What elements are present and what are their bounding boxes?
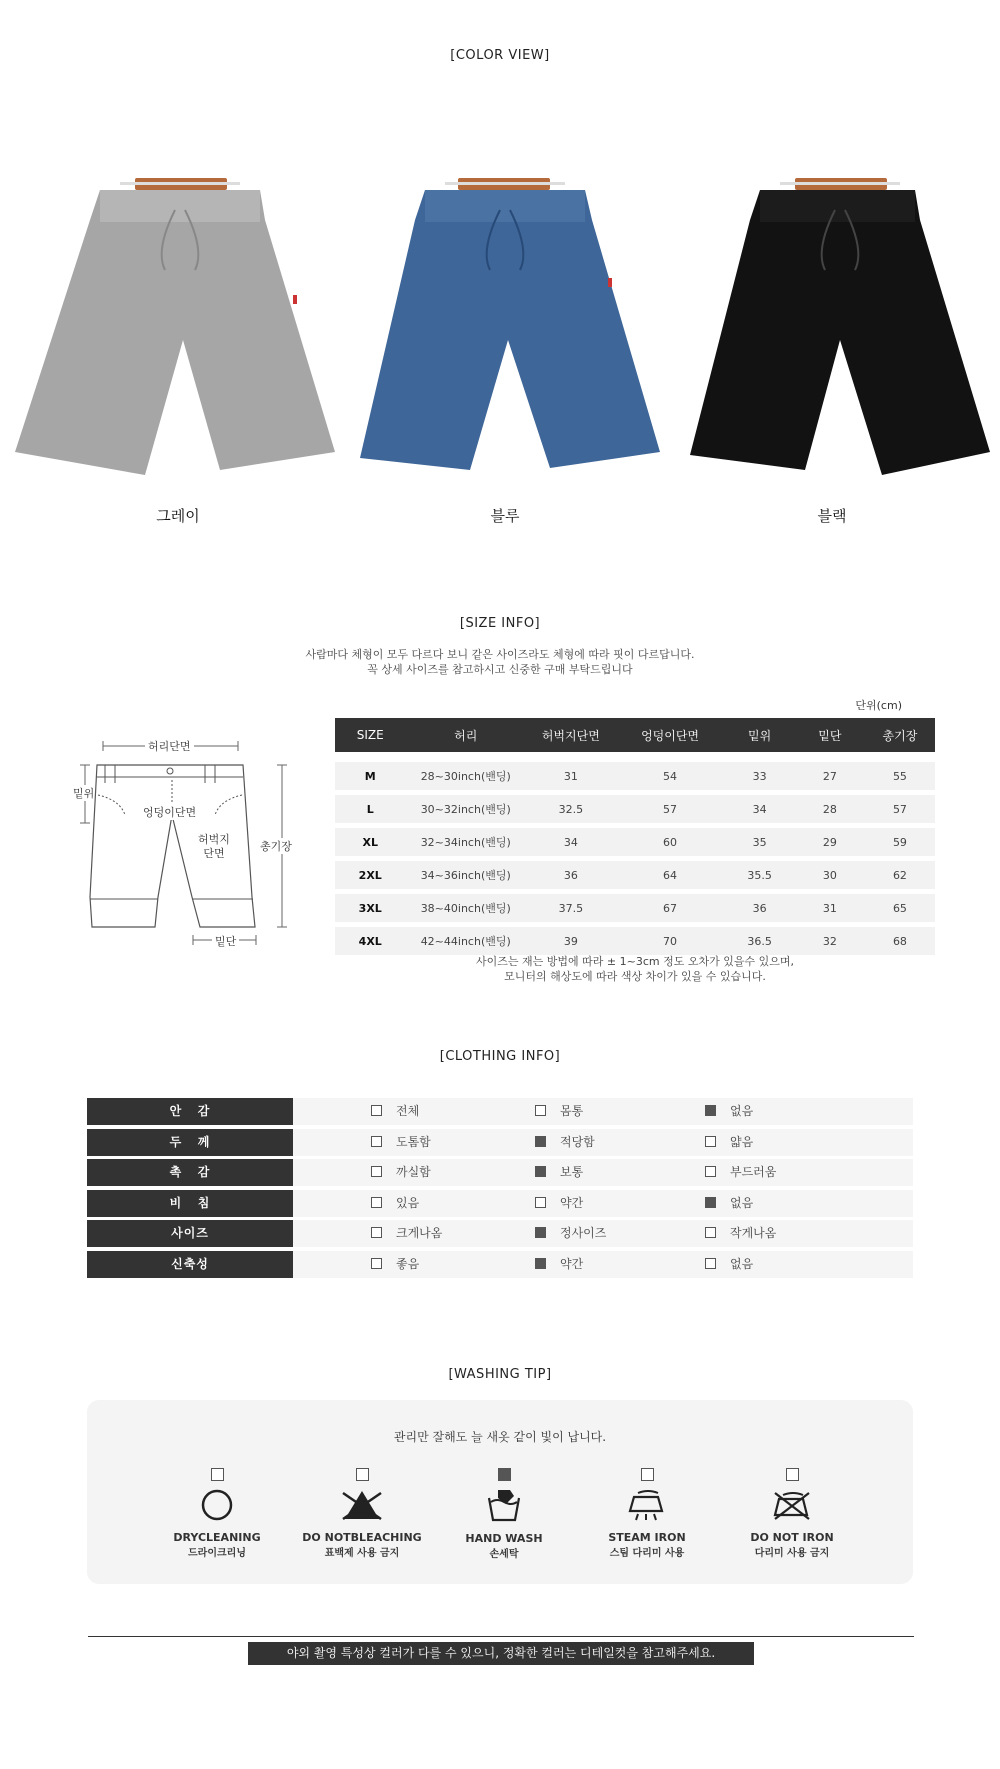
size-header-cell: 엉덩이단면 bbox=[616, 718, 725, 752]
option-label: 약간 bbox=[560, 1256, 584, 1271]
clothing-info-option bbox=[371, 1129, 431, 1156]
no-iron-icon bbox=[771, 1487, 813, 1523]
size-info-title: [SIZE INFO] bbox=[459, 616, 541, 631]
size-table-row bbox=[335, 894, 935, 927]
wash-checkbox bbox=[786, 1468, 799, 1481]
size-table-row bbox=[335, 861, 935, 894]
size-cell: 70 bbox=[616, 927, 725, 960]
color-label-gray: 그레이 bbox=[156, 507, 200, 525]
clothing-info-row bbox=[87, 1251, 913, 1278]
color-view-title: [COLOR VIEW] bbox=[450, 48, 550, 63]
clothing-info-label: 안 감 bbox=[87, 1098, 293, 1125]
size-cell-size: 3XL bbox=[335, 894, 406, 927]
size-cell: 54 bbox=[616, 762, 725, 795]
color-notice-banner: 야외 촬영 특성상 컬러가 다를 수 있으니, 정확한 컬러는 디테일컷을 참고해주세요. bbox=[248, 1642, 754, 1665]
clothing-info-row bbox=[87, 1220, 913, 1247]
wash-label-en: HAND WASH bbox=[465, 1532, 543, 1545]
checkbox-unchecked bbox=[705, 1136, 716, 1147]
size-cell: 34~36inch(밴딩) bbox=[406, 861, 526, 894]
wash-label-en: STEAM IRON bbox=[608, 1531, 686, 1544]
size-cell: 42~44inch(밴딩) bbox=[406, 927, 526, 960]
checkbox-unchecked bbox=[535, 1105, 546, 1116]
blue-shorts-shape bbox=[360, 190, 660, 470]
size-cell: 68 bbox=[865, 927, 935, 960]
clothing-info-title: [CLOTHING INFO] bbox=[439, 1049, 561, 1064]
diagram-label-rise: 밑위 bbox=[73, 787, 95, 800]
wash-label-ko: 스팀 다리미 사용 bbox=[609, 1548, 685, 1559]
option-label: 없음 bbox=[730, 1104, 754, 1118]
size-cell: 65 bbox=[865, 894, 935, 927]
washing-tip-panel bbox=[87, 1400, 913, 1584]
clothing-info-option bbox=[705, 1098, 753, 1125]
size-table-row bbox=[335, 795, 935, 828]
clothing-info-option bbox=[705, 1190, 753, 1217]
size-cell: 55 bbox=[865, 762, 935, 795]
clothing-info-row bbox=[87, 1129, 913, 1156]
size-foot-line1: 사이즈는 재는 방법에 따라 ± 1~3cm 정도 오차가 있을수 있으며, bbox=[476, 955, 794, 968]
clothing-info-label: 신축성 bbox=[87, 1251, 293, 1278]
option-label: 적당함 bbox=[560, 1134, 595, 1149]
wash-item-hand-wash bbox=[434, 1468, 574, 1560]
diagram-label-hem: 밑단 bbox=[212, 933, 239, 949]
option-label: 있음 bbox=[396, 1195, 420, 1210]
checkbox-unchecked bbox=[371, 1258, 382, 1269]
diagram-label-thigh-1: 허벅지 bbox=[198, 833, 230, 846]
washing-note: 관리만 잘해도 늘 새옷 같이 빛이 납니다. bbox=[393, 1430, 607, 1444]
option-label: 좋음 bbox=[396, 1256, 420, 1271]
checkbox-checked bbox=[535, 1166, 546, 1177]
checkbox-unchecked bbox=[705, 1166, 716, 1177]
gray-shorts-shape bbox=[15, 190, 335, 475]
clothing-info-option bbox=[705, 1220, 776, 1247]
option-label: 도톰함 bbox=[396, 1134, 431, 1149]
option-label: 몸통 bbox=[560, 1104, 584, 1118]
checkbox-checked bbox=[705, 1105, 716, 1116]
size-cell: 57 bbox=[616, 795, 725, 828]
size-cell: 31 bbox=[795, 894, 865, 927]
diagram-label-length: 총기장 bbox=[260, 840, 292, 853]
checkbox-unchecked bbox=[371, 1227, 382, 1238]
color-label-blue: 블루 bbox=[490, 507, 520, 525]
size-cell: 33 bbox=[724, 762, 794, 795]
clothing-info-option bbox=[535, 1220, 606, 1247]
wash-label-ko: 다리미 사용 금지 bbox=[754, 1548, 830, 1559]
size-header-cell: SIZE bbox=[335, 718, 406, 752]
size-header-cell: 총기장 bbox=[865, 718, 935, 752]
black-shorts-shape bbox=[690, 190, 990, 475]
diagram-label-hip: 엉덩이단면 bbox=[143, 806, 197, 819]
checkbox-checked bbox=[535, 1258, 546, 1269]
size-cell: 36 bbox=[526, 861, 616, 894]
clothing-info-row bbox=[87, 1159, 913, 1186]
size-cell: 34 bbox=[526, 828, 616, 861]
size-note-line2: 꼭 상세 사이즈를 참고하시고 신중한 구매 부탁드립니다 bbox=[367, 663, 633, 676]
size-cell: 36 bbox=[724, 894, 794, 927]
size-foot-line2: 모니터의 해상도에 따라 색상 차이가 있을 수 있습니다. bbox=[504, 970, 766, 983]
size-unit: 단위(cm) bbox=[855, 699, 902, 712]
drycleaning-icon bbox=[199, 1487, 235, 1523]
washing-tip-title: [WASHING TIP] bbox=[448, 1367, 552, 1382]
clothing-info-label: 사이즈 bbox=[87, 1220, 293, 1247]
size-cell: 36.5 bbox=[724, 927, 794, 960]
size-cell: 57 bbox=[865, 795, 935, 828]
clothing-info-option bbox=[705, 1251, 753, 1278]
size-cell: 64 bbox=[616, 861, 725, 894]
checkbox-unchecked bbox=[371, 1197, 382, 1208]
wash-item-no-iron bbox=[722, 1468, 862, 1559]
wash-item-steam-iron bbox=[577, 1468, 717, 1559]
clothing-info-label: 촉 감 bbox=[87, 1159, 293, 1186]
clothing-info-option bbox=[705, 1159, 776, 1186]
clothing-info-row bbox=[87, 1190, 913, 1217]
diagram-label-thigh-2: 단면 bbox=[203, 847, 225, 860]
size-cell: 35.5 bbox=[724, 861, 794, 894]
size-cell: 34 bbox=[724, 795, 794, 828]
size-cell-size: 2XL bbox=[335, 861, 406, 894]
size-cell-size: XL bbox=[335, 828, 406, 861]
size-cell: 30~32inch(밴딩) bbox=[406, 795, 526, 828]
size-cell: 28~30inch(밴딩) bbox=[406, 762, 526, 795]
size-cell: 29 bbox=[795, 828, 865, 861]
option-label: 얇음 bbox=[730, 1134, 754, 1149]
wash-label-en: DO NOTBLEACHING bbox=[302, 1531, 422, 1544]
size-cell: 38~40inch(밴딩) bbox=[406, 894, 526, 927]
wash-label-en: DO NOT IRON bbox=[750, 1531, 834, 1544]
product-image-black bbox=[690, 170, 990, 494]
size-cell: 27 bbox=[795, 762, 865, 795]
size-note-line1: 사람마다 체형이 모두 다르다 보니 같은 사이즈라도 체형에 따라 핏이 다르답니다. bbox=[305, 648, 695, 661]
wash-checkbox bbox=[356, 1468, 369, 1481]
diagram-label-thigh bbox=[198, 833, 230, 861]
checkbox-unchecked bbox=[705, 1258, 716, 1269]
checkbox-unchecked bbox=[371, 1105, 382, 1116]
clothing-info-option bbox=[535, 1098, 583, 1125]
size-cell: 60 bbox=[616, 828, 725, 861]
size-header-cell: 허리 bbox=[406, 718, 526, 752]
size-table-row bbox=[335, 762, 935, 795]
checkbox-unchecked bbox=[535, 1197, 546, 1208]
option-label: 보통 bbox=[560, 1165, 584, 1179]
clothing-info-option bbox=[371, 1159, 431, 1186]
option-label: 작게나옴 bbox=[730, 1226, 777, 1240]
wash-label-en: DRYCLEANING bbox=[173, 1531, 261, 1544]
clothing-info-label: 두 께 bbox=[87, 1129, 293, 1156]
clothing-info-option bbox=[535, 1159, 583, 1186]
diagram-label-waist: 허리단면 bbox=[145, 738, 194, 754]
size-cell-size: L bbox=[335, 795, 406, 828]
clothing-info-option bbox=[371, 1190, 419, 1217]
wash-item-no-bleach bbox=[292, 1468, 432, 1559]
wash-label-ko: 드라이크리닝 bbox=[188, 1548, 246, 1559]
size-table-header bbox=[335, 718, 935, 752]
wash-label-ko: 표백제 사용 금지 bbox=[324, 1548, 400, 1559]
option-label: 부드러움 bbox=[730, 1165, 777, 1179]
divider bbox=[88, 1636, 914, 1637]
checkbox-unchecked bbox=[705, 1227, 716, 1238]
wash-label-ko: 손세탁 bbox=[489, 1549, 519, 1560]
size-cell-size: M bbox=[335, 762, 406, 795]
size-cell: 32 bbox=[795, 927, 865, 960]
size-cell: 35 bbox=[724, 828, 794, 861]
size-cell: 32~34inch(밴딩) bbox=[406, 828, 526, 861]
option-label: 까실함 bbox=[396, 1165, 431, 1179]
product-image-gray bbox=[15, 170, 345, 494]
wash-checkbox-checked bbox=[498, 1468, 511, 1481]
size-cell: 62 bbox=[865, 861, 935, 894]
checkbox-checked bbox=[535, 1136, 546, 1147]
size-cell: 28 bbox=[795, 795, 865, 828]
clothing-info-label: 비 침 bbox=[87, 1190, 293, 1217]
wash-item-drycleaning bbox=[147, 1468, 287, 1559]
clothing-info-option bbox=[535, 1190, 583, 1217]
clothing-info-option bbox=[535, 1251, 583, 1278]
checkbox-unchecked bbox=[371, 1166, 382, 1177]
size-cell: 67 bbox=[616, 894, 725, 927]
size-cell-size: 4XL bbox=[335, 927, 406, 960]
clothing-info-option bbox=[535, 1129, 595, 1156]
option-label: 전체 bbox=[396, 1104, 420, 1118]
size-table-row bbox=[335, 828, 935, 861]
option-label: 정사이즈 bbox=[560, 1226, 607, 1240]
size-cell: 39 bbox=[526, 927, 616, 960]
option-label: 없음 bbox=[730, 1256, 754, 1271]
size-header-cell: 밑위 bbox=[724, 718, 794, 752]
clothing-info-option bbox=[371, 1220, 442, 1247]
checkbox-checked bbox=[535, 1227, 546, 1238]
size-diagram bbox=[60, 735, 310, 955]
clothing-info-option bbox=[371, 1251, 419, 1278]
no-bleach-icon bbox=[341, 1487, 383, 1523]
size-cell: 37.5 bbox=[526, 894, 616, 927]
size-header-cell: 밑단 bbox=[795, 718, 865, 752]
size-cell: 31 bbox=[526, 762, 616, 795]
hand-wash-icon bbox=[484, 1486, 524, 1524]
product-image-blue bbox=[360, 170, 660, 484]
option-label: 약간 bbox=[560, 1195, 584, 1210]
option-label: 크게나옴 bbox=[396, 1226, 443, 1240]
option-label: 없음 bbox=[730, 1195, 754, 1210]
wash-checkbox bbox=[211, 1468, 224, 1481]
size-cell: 30 bbox=[795, 861, 865, 894]
size-cell: 59 bbox=[865, 828, 935, 861]
wash-checkbox bbox=[641, 1468, 654, 1481]
color-label-black: 블랙 bbox=[817, 507, 847, 525]
steam-iron-icon bbox=[626, 1487, 668, 1523]
checkbox-unchecked bbox=[371, 1136, 382, 1147]
checkbox-checked bbox=[705, 1197, 716, 1208]
size-cell: 32.5 bbox=[526, 795, 616, 828]
size-header-cell: 허벅지단면 bbox=[526, 718, 616, 752]
size-table bbox=[335, 718, 935, 960]
clothing-info-row bbox=[87, 1098, 913, 1125]
clothing-info-option bbox=[705, 1129, 753, 1156]
clothing-info-option bbox=[371, 1098, 419, 1125]
